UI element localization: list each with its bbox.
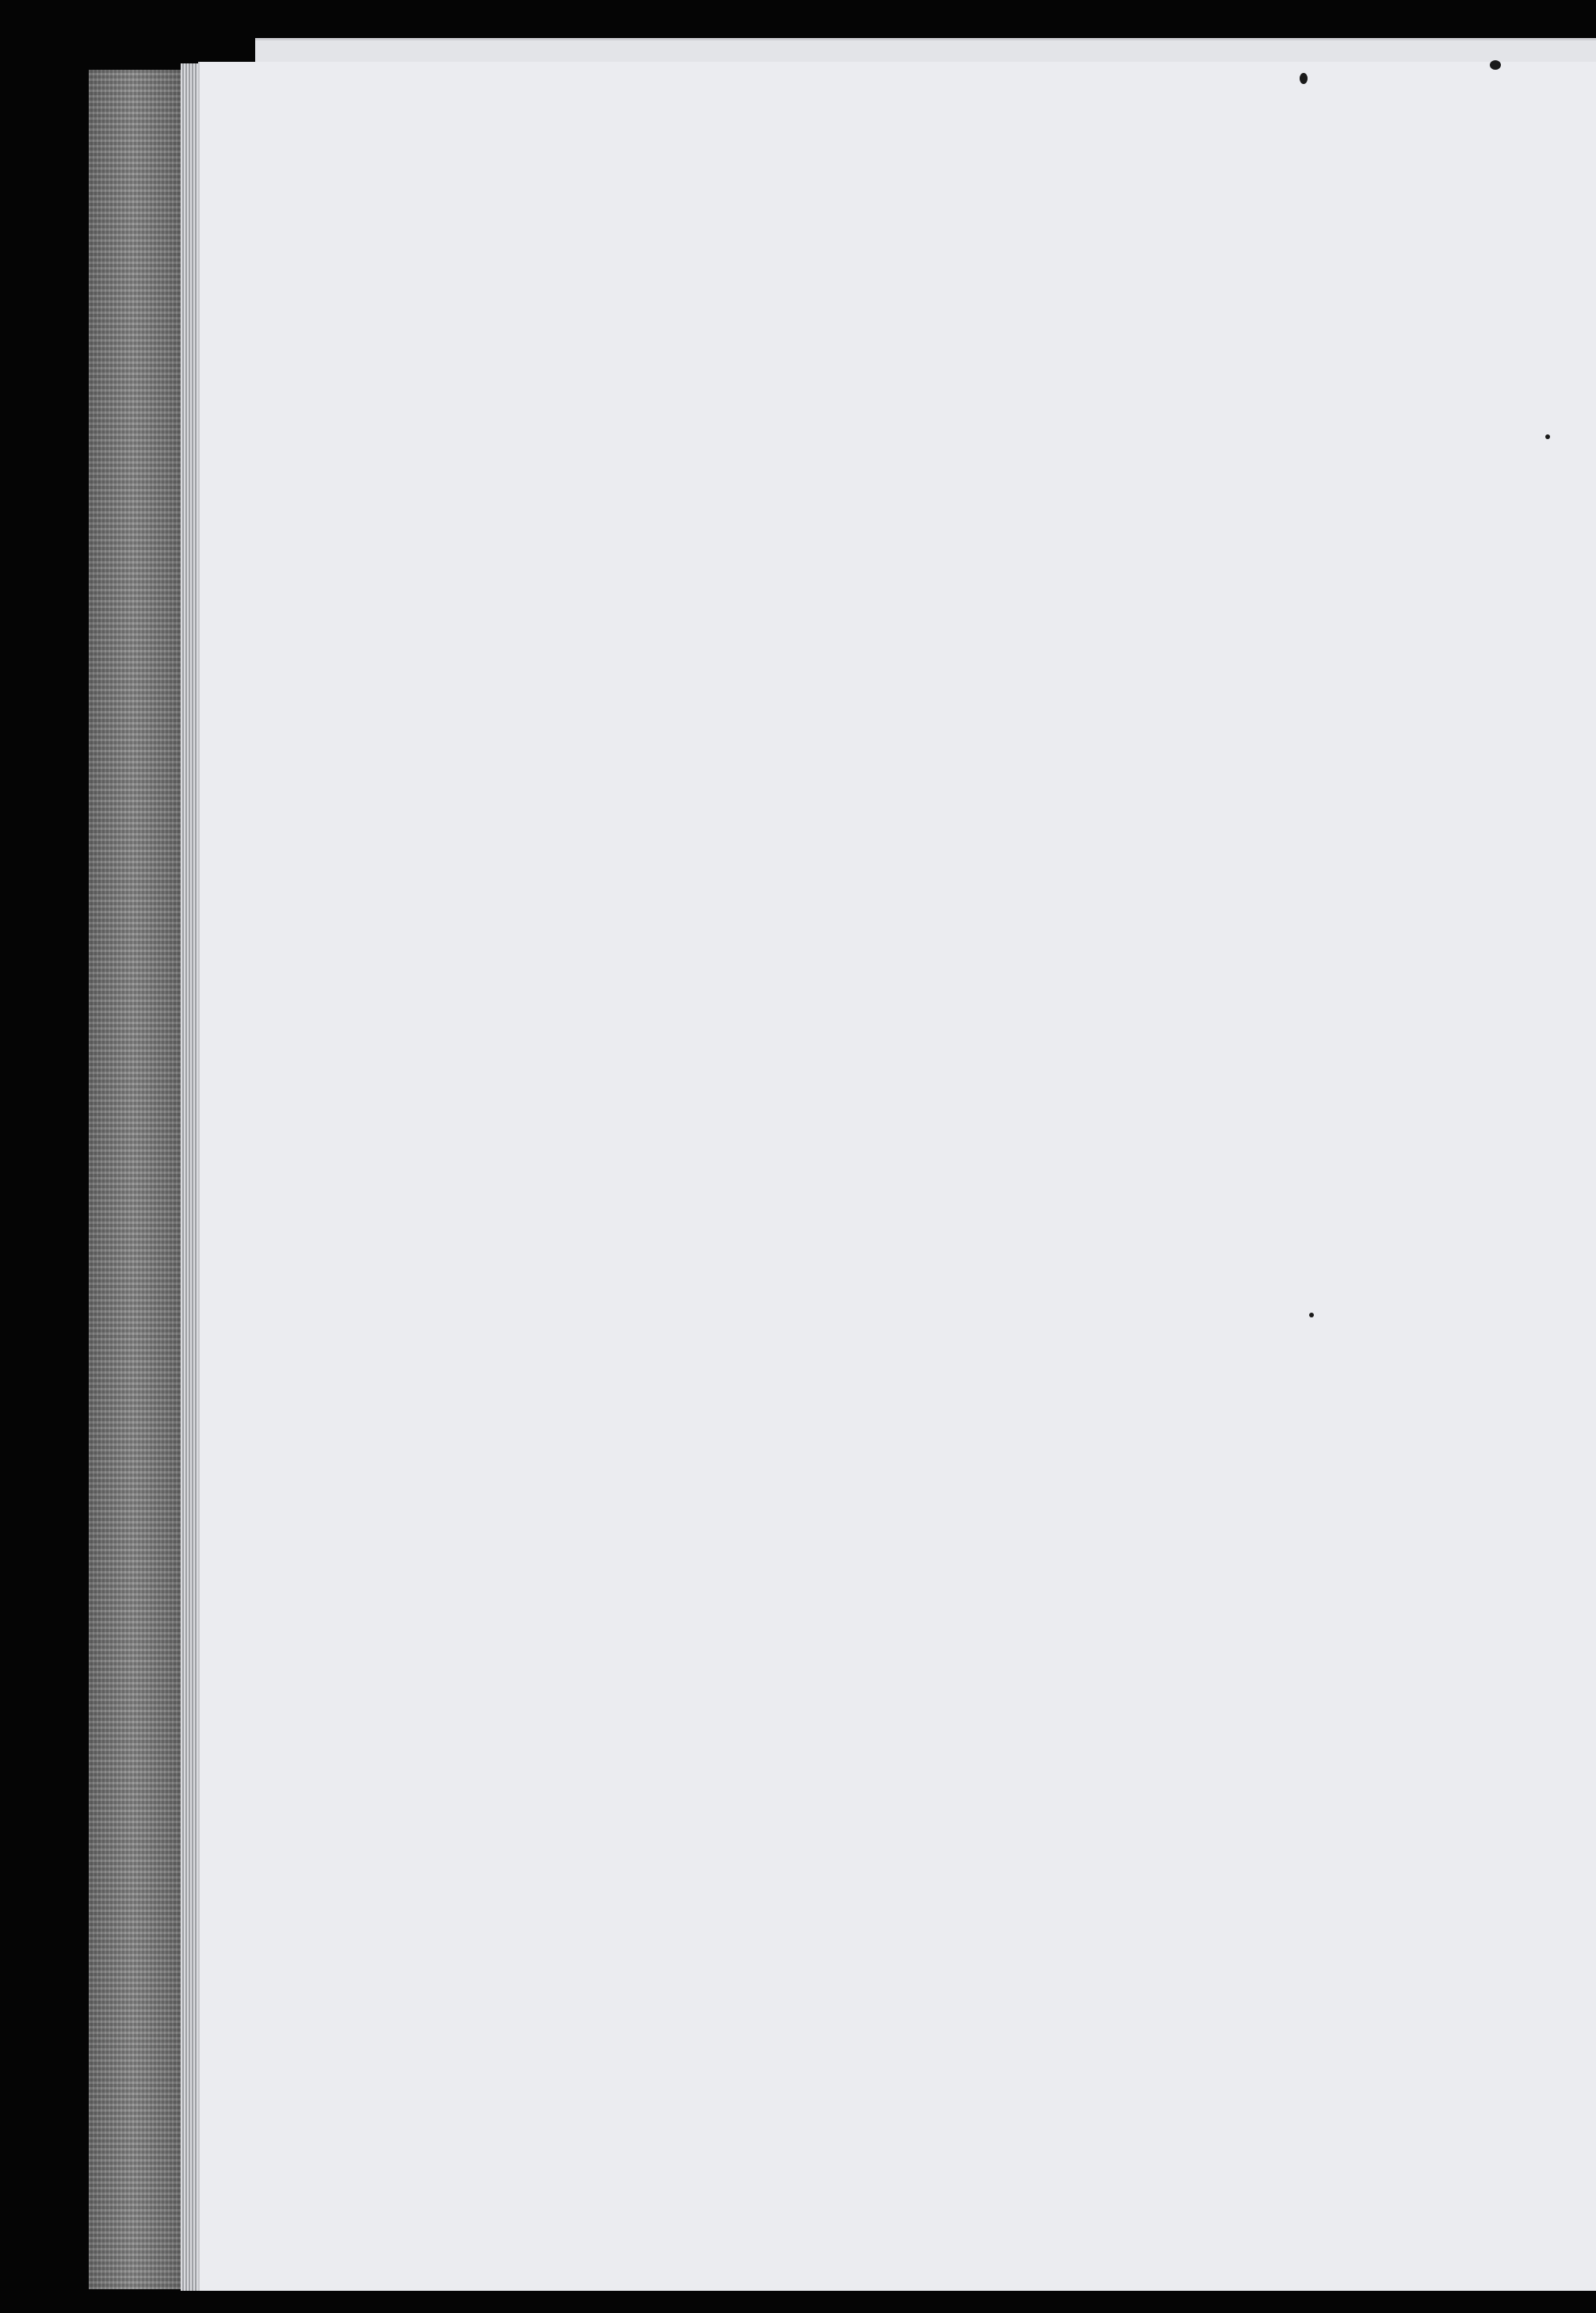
dust-speck: [1309, 1313, 1314, 1317]
document-page: [198, 62, 1596, 2291]
dust-speck: [1490, 60, 1501, 70]
dust-speck: [1300, 73, 1308, 84]
dust-speck: [1545, 434, 1550, 439]
